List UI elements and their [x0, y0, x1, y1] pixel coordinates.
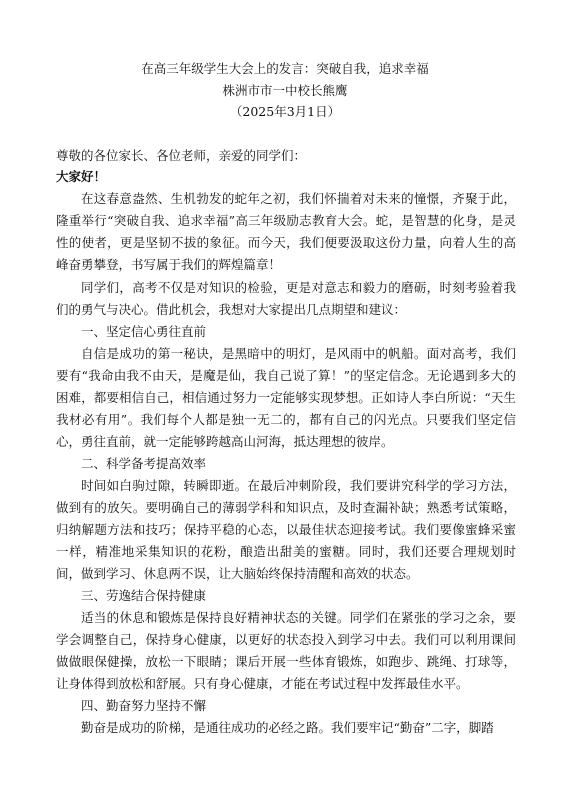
paragraph-confidence: 自信是成功的第一秘诀，是黑暗中的明灯，是风雨中的帆船。面对高考，我们要有“我命由我不由天，是魔是仙，我自己说了算！”的坚定信念。无论遇到多大的困难，都要相信自己，相信通过努力一定能够实现梦想。正如诗人李白所说：“天生我材必有用”。我们每个人都是独一无二的，都有自己的闪光点。只要我们坚定信心，勇往直前，就一定能够跨越高山河海，抵达理想的彼岸。 [56, 346, 516, 449]
author-line: 株洲市市一中校长熊鹰 [222, 83, 348, 98]
section-heading-confidence: 一、坚定信心勇往直前 [81, 324, 207, 339]
speech-title: 在高三年级学生大会上的发言：突破自我，追求幸福 [141, 61, 429, 76]
section-heading-health: 三、劳逸结合保持健康 [81, 588, 207, 603]
salutation: 尊敬的各位家长、各位老师，亲爱的同学们： [56, 148, 307, 163]
section-heading-diligence: 四、勤奋努力坚持不懈 [81, 698, 207, 713]
paragraph-diligence: 勤奋是成功的阶梯，是通往成功的必经之路。我们要牢记“勤奋”二字，脚踏 [81, 720, 494, 735]
paragraph-efficiency: 时间如白驹过隙，转瞬即逝。在最后冲刺阶段，我们要讲究科学的学习方法，做到有的放矢。要明确自己的薄弱学科和知识点，及时查漏补缺；熟悉考试策略，归纳解题方法和技巧；保持平稳的心态，以最佳状态迎接考试。我们要像蜜蜂采蜜一样，精准地采集知识的花粉，酿造出甜美的蜜糖。同时，我们还要合理规划时间，做到学习、休息两不误，让大脑始终保持清醒和高效的状态。 [56, 478, 516, 581]
section-heading-efficiency: 二、科学备考提高效率 [81, 456, 207, 471]
date-line: （2025年3月1日） [229, 104, 341, 119]
greeting: 大家好！ [56, 169, 107, 184]
paragraph-intro: 在这春意盎然、生机勃发的蛇年之初，我们怀揣着对未来的憧憬，齐聚于此，隆重举行“突破自我、追求幸福”高三年级励志教育大会。蛇，是智慧的化身，是灵性的使者，更是坚韧不拔的象征。而今天，我们便要汲取这份力量，向着人生的高峰奋勇攀登，书写属于我们的辉煌篇章！ [56, 191, 516, 272]
paragraph-expectations: 同学们，高考不仅是对知识的检验，更是对意志和毅力的磨砺，时刻考验着我们的勇气与决心。借此机会，我想对大家提出几点期望和建议： [56, 280, 516, 317]
paragraph-health: 适当的休息和锻炼是保持良好精神状态的关键。同学们在紧张的学习之余，要学会调整自己，保持身心健康，以更好的状态投入到学习中去。我们可以利用课间做做眼保健操，放松一下眼睛；课后开展一些体育锻炼，如跑步、跳绳、打球等，让身体得到放松和舒展。只有身心健康，才能在考试过程中发挥最佳水平。 [56, 610, 516, 691]
